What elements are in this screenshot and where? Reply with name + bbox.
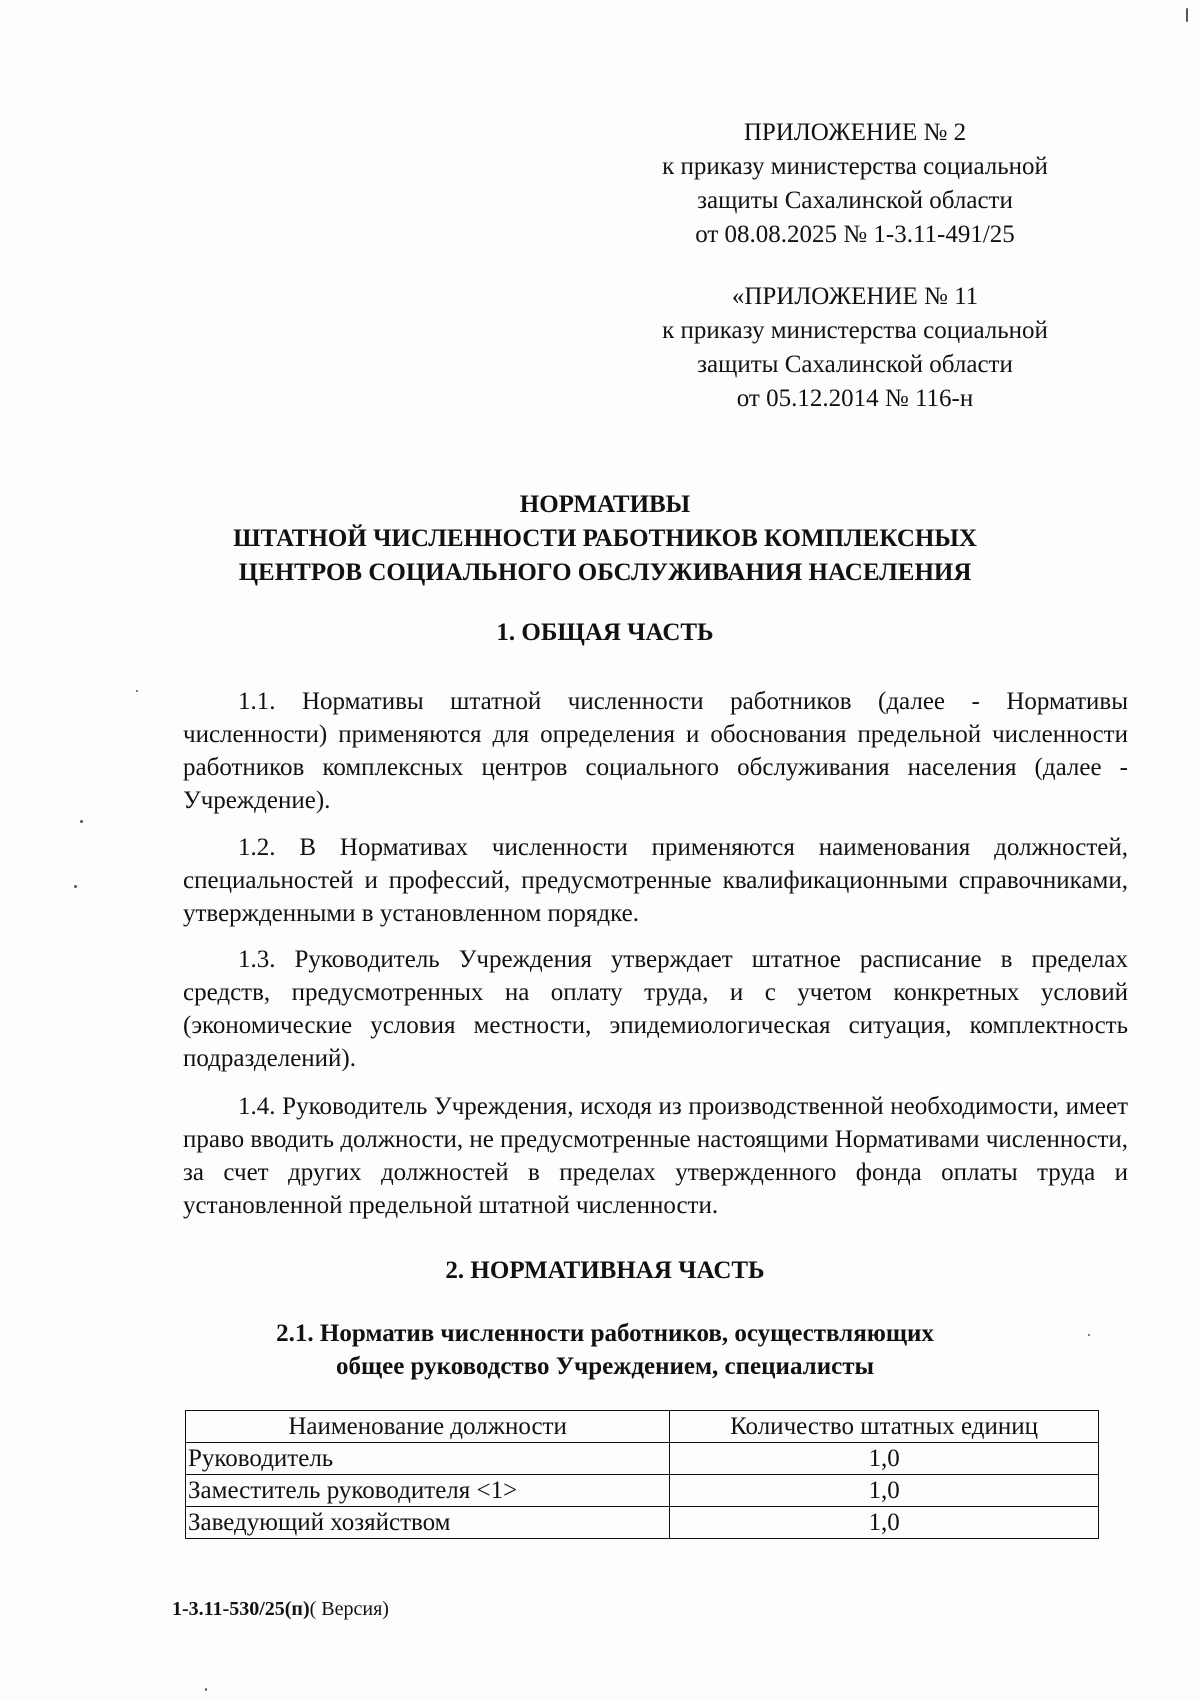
count-cell: 1,0: [670, 1475, 1099, 1507]
table-header-row: [186, 1411, 1099, 1443]
table-row: [186, 1507, 1099, 1539]
position-cell: Заместитель руководителя <1>: [186, 1475, 670, 1507]
appendix-original-line3: защиты Сахалинской области: [697, 351, 1013, 378]
title-line2: ШТАТНОЙ ЧИСЛЕННОСТИ РАБОТНИКОВ КОМПЛЕКСНЫХ: [233, 525, 977, 552]
paragraph-1-4: 1.4. Руководитель Учреждения, исходя из производственной необходимости, имеет право вводить должности, не предусмотренные настоящими Нормативами численности, за счет других должностей в пределах утвержденного фонда оплаты труда и установленной предельной штатной численности.: [183, 1093, 1128, 1219]
document-version: ( Версия): [309, 1598, 389, 1620]
section2-1-heading-line2: общее руководство Учреждением, специалисты: [336, 1353, 874, 1380]
staffing-table: [185, 1410, 1099, 1539]
document-footer: [172, 1598, 389, 1621]
title-line3: ЦЕНТРОВ СОЦИАЛЬНОГО ОБСЛУЖИВАНИЯ НАСЕЛЕНИЯ: [238, 559, 972, 586]
scan-speck: [80, 820, 83, 823]
position-cell: Заведующий хозяйством: [186, 1507, 670, 1539]
section1-heading: 1. ОБЩАЯ ЧАСТЬ: [496, 619, 714, 646]
column-header-position: Наименование должности: [186, 1411, 670, 1443]
appendix-original-line2: к приказу министерства социальной: [662, 317, 1048, 344]
count-cell: 1,0: [670, 1507, 1099, 1539]
section2-1-heading: [150, 1317, 1060, 1383]
scan-speck: [74, 885, 77, 888]
appendix-current-line4: от 08.08.2025 № 1-3.11-491/25: [695, 221, 1015, 248]
document-code: 1-3.11-530/25(п): [172, 1598, 310, 1620]
count-cell: 1,0: [670, 1443, 1099, 1475]
scan-speck: [136, 690, 138, 692]
scan-speck: [1186, 8, 1188, 22]
title-line1: НОРМАТИВЫ: [519, 491, 691, 518]
appendix-current-line1: ПРИЛОЖЕНИЕ № 2: [743, 119, 967, 146]
table-row: [186, 1443, 1099, 1475]
appendix-current-line2: к приказу министерства социальной: [662, 153, 1048, 180]
scan-speck: [205, 1688, 207, 1691]
position-cell: Руководитель: [186, 1443, 670, 1475]
appendix-current-header: [620, 116, 1090, 252]
appendix-original-line4: от 05.12.2014 № 116-н: [736, 385, 974, 412]
paragraph-1-1: 1.1. Нормативы штатной численности работников (далее - Нормативы численности) применяются для определения и обоснования предельной численности работников комплексных центров социального обслуживания населения (далее - Учреждение).: [183, 688, 1128, 814]
column-header-count: Количество штатных единиц: [670, 1411, 1099, 1443]
appendix-original-line1: «ПРИЛОЖЕНИЕ № 11: [731, 283, 979, 310]
section2-1-heading-line1: 2.1. Норматив численности работников, осуществляющих: [276, 1320, 934, 1347]
table-row: [186, 1475, 1099, 1507]
section2-heading: 2. НОРМАТИВНАЯ ЧАСТЬ: [445, 1257, 765, 1284]
paragraph-1-3: 1.3. Руководитель Учреждения утверждает штатное расписание в пределах средств, предусмотренных на оплату труда, и с учетом конкретных условий (экономические условия местности, эпидемиологическая ситуация, комплектность подразделений).: [183, 946, 1128, 1072]
appendix-original-header: [620, 280, 1090, 416]
document-title: [150, 488, 1060, 590]
scan-speck: [1088, 1334, 1090, 1336]
paragraph-1-2: 1.2. В Нормативах численности применяются наименования должностей, специальностей и профессий, предусмотренные квалификационными справочниками, утвержденными в установленном порядке.: [183, 834, 1128, 927]
appendix-current-line3: защиты Сахалинской области: [697, 187, 1013, 214]
